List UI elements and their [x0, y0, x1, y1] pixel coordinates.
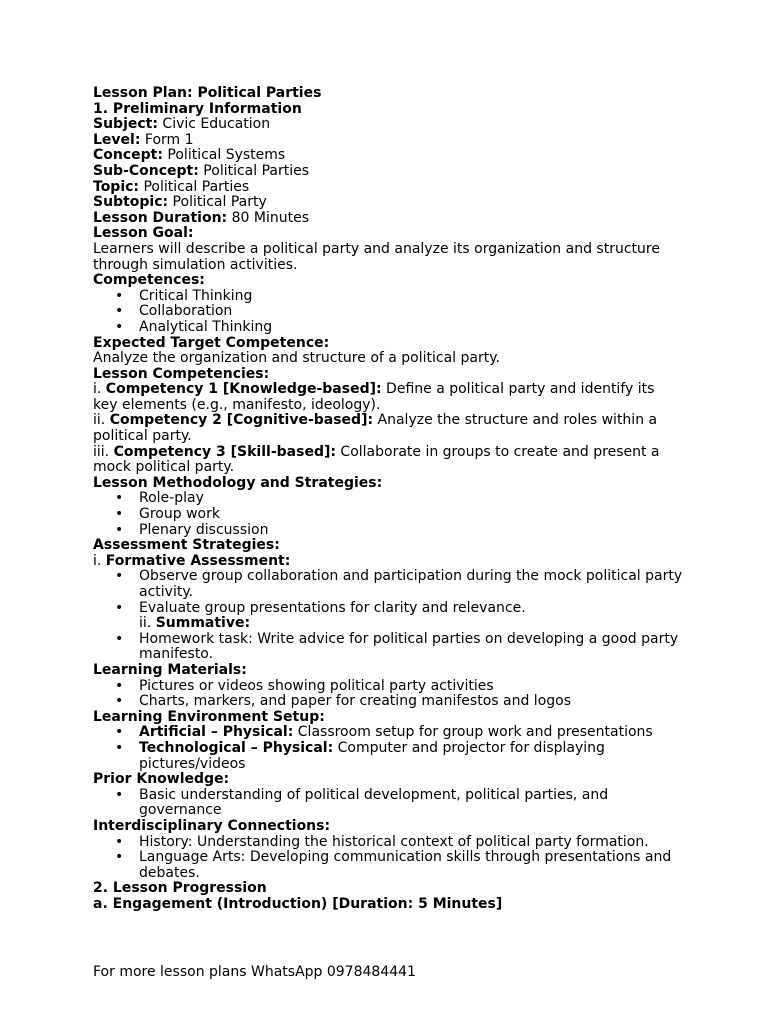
engagement-heading: a. Engagement (Introduction) [Duration: 5 Minutes]	[93, 895, 503, 912]
info-value: 80 Minutes	[227, 209, 309, 226]
methodology-heading: Lesson Methodology and Strategies:	[93, 474, 383, 491]
competences-heading: Competences:	[93, 272, 205, 289]
info-label: Concept:	[93, 147, 163, 164]
list-item: • Evaluate group presentations for clarity and relevance.	[139, 601, 683, 617]
section-heading-lesson-progression: 2. Lesson Progression	[93, 880, 267, 897]
assessment-heading: Assessment Strategies:	[93, 537, 280, 554]
list-item: • Observe group collaboration and participation during the mock political party activity.	[139, 569, 683, 600]
list-item: • Critical Thinking	[139, 289, 683, 305]
info-value: Political Parties	[198, 162, 310, 179]
competency-prefix: iii.	[93, 443, 114, 460]
environment-label: Artificial – Physical:	[139, 724, 294, 741]
interdisciplinary-list	[93, 835, 683, 882]
info-label: Sub-Concept:	[93, 162, 199, 179]
competency-text: Analyze the structure and roles within a political party.	[93, 412, 658, 445]
competency-text: Collaborate in groups to create and present a mock political party.	[93, 443, 660, 476]
summative-prefix: ii.	[139, 615, 156, 632]
document-body	[93, 86, 683, 912]
info-value: Political Systems	[162, 147, 286, 164]
info-value: Civic Education	[157, 116, 271, 133]
info-level	[93, 133, 683, 149]
list-item: • Language Arts: Developing communication skills through presentations and debates.	[139, 850, 683, 881]
competency-2	[93, 413, 683, 444]
info-subtopic	[93, 195, 683, 211]
summative-label: Summative:	[155, 615, 251, 632]
footer-note: For more lesson plans WhatsApp 0978484441	[93, 964, 416, 980]
lesson-goal-text: Learners will describe a political party and analyze its organization and structure through simulation activities.	[93, 240, 660, 273]
lesson-goal-heading: Lesson Goal:	[93, 225, 194, 242]
info-label: Subject:	[93, 116, 158, 133]
info-value: Form 1	[140, 131, 194, 148]
info-label: Lesson Duration:	[93, 209, 228, 226]
materials-list	[93, 679, 683, 710]
competency-label: Competency 2 [Cognitive-based]:	[109, 412, 374, 429]
list-item: • Basic understanding of political development, political parties, and governance	[139, 788, 683, 819]
info-subject	[93, 117, 683, 133]
list-item: • Charts, markers, and paper for creating manifestos and logos	[139, 694, 683, 710]
competency-1	[93, 382, 683, 413]
info-value: Political Party	[168, 194, 267, 211]
formative-assessment-heading	[93, 554, 683, 570]
competency-prefix: i.	[93, 381, 106, 398]
info-label: Level:	[93, 131, 141, 148]
list-item: • Collaboration	[139, 304, 683, 320]
competency-label: Competency 1 [Knowledge-based]:	[105, 381, 382, 398]
prior-knowledge-list	[93, 788, 683, 819]
info-label: Topic:	[93, 178, 140, 195]
environment-label: Technological – Physical:	[139, 739, 334, 756]
info-value: Political Parties	[139, 178, 250, 195]
list-item	[139, 741, 683, 772]
expected-target-text: Analyze the organization and structure of a political party.	[93, 350, 500, 367]
environment-list	[93, 725, 683, 772]
competences-list	[93, 289, 683, 336]
competency-3	[93, 445, 683, 476]
info-concept	[93, 148, 683, 164]
list-item: • Analytical Thinking	[139, 320, 683, 336]
competency-label: Competency 3 [Skill-based]:	[113, 443, 336, 460]
document-title: Lesson Plan: Political Parties	[93, 85, 322, 101]
materials-heading: Learning Materials:	[93, 661, 247, 678]
list-item: • History: Understanding the historical context of political party formation.	[139, 835, 683, 851]
info-sub-concept	[93, 164, 683, 180]
formative-label: Formative Assessment:	[105, 552, 291, 569]
section-heading-preliminary: 1. Preliminary Information	[93, 100, 302, 117]
environment-text: Computer and projector for displaying pictures/videos	[139, 739, 605, 772]
list-item	[139, 725, 683, 741]
competency-prefix: ii.	[93, 412, 110, 429]
assessment-list	[93, 569, 683, 663]
list-item: • Pictures or videos showing political party activities	[139, 679, 683, 695]
info-label: Subtopic:	[93, 194, 169, 211]
interdisciplinary-heading: Interdisciplinary Connections:	[93, 817, 331, 834]
environment-heading: Learning Environment Setup:	[93, 708, 325, 725]
info-topic	[93, 180, 683, 196]
competency-text: Define a political party and identify its key elements (e.g., manifesto, ideology).	[93, 381, 655, 413]
list-item: • Plenary discussion	[139, 523, 683, 539]
list-item: • Homework task: Write advice for political parties on developing a good party manifesto.	[139, 632, 683, 663]
formative-prefix: i.	[93, 552, 106, 569]
list-item: • Role-play	[139, 491, 683, 507]
prior-knowledge-heading: Prior Knowledge:	[93, 771, 230, 788]
environment-text: Classroom setup for group work and presentations	[293, 724, 653, 741]
info-lesson-duration	[93, 211, 683, 227]
summative-heading	[139, 616, 683, 632]
methodology-list	[93, 491, 683, 538]
lesson-competencies-heading: Lesson Competencies:	[93, 365, 270, 382]
expected-target-heading: Expected Target Competence:	[93, 334, 330, 351]
list-item: • Group work	[139, 507, 683, 523]
